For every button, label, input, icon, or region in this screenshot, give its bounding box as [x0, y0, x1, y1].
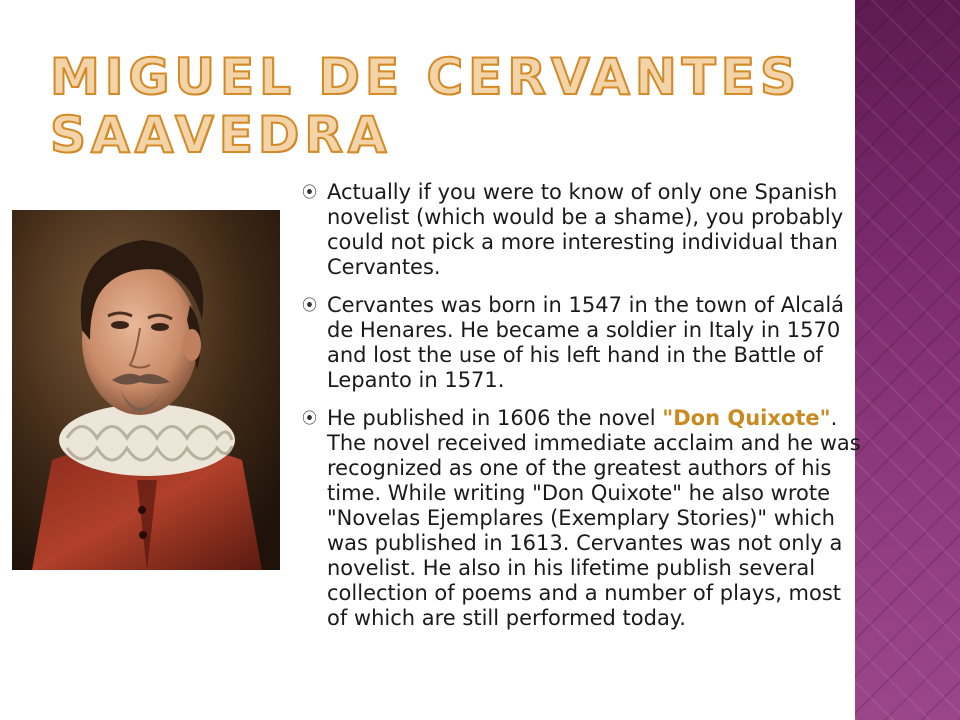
- bullet-text: Cervantes was born in 1547 in the town of Alcalá de Henares. He became a soldier in Italy in 1570 and lost the use of his left hand in the Battle of Lepanto in 1571.: [327, 293, 845, 392]
- bullet-text-end: . The novel received immediate acclaim and he was recognized as one of the greatest authors of his time. While writing "Don Quixote" he also wrote "Novelas Ejemplares (Exemplary Stories)" which was published in 1613. Cervantes was not only a novelist. He also in his lifetime publish several collection of poems and a number of plays, most of which are still performed today.: [327, 406, 861, 630]
- decorative-side-band: [855, 0, 960, 720]
- book-title-highlight: "Don Quixote": [662, 406, 831, 430]
- bullet-item: [302, 406, 862, 631]
- bullet-icon: ⦿: [302, 296, 318, 314]
- bullet-icon: ⦿: [302, 183, 318, 201]
- bullet-icon: ⦿: [302, 409, 318, 427]
- bullet-list: [302, 180, 862, 644]
- bullet-item: [302, 180, 862, 280]
- bullet-item: [302, 293, 862, 393]
- cervantes-portrait: [12, 210, 280, 570]
- bullet-text-start: He published in 1606 the novel: [327, 406, 663, 430]
- bullet-text: Actually if you were to know of only one Spanish novelist (which would be a shame), you probably could not pick a more interesting individual than Cervantes.: [327, 180, 844, 279]
- slide-title: MIGUEL DE CERVANTES SAAVEDRA: [50, 48, 801, 164]
